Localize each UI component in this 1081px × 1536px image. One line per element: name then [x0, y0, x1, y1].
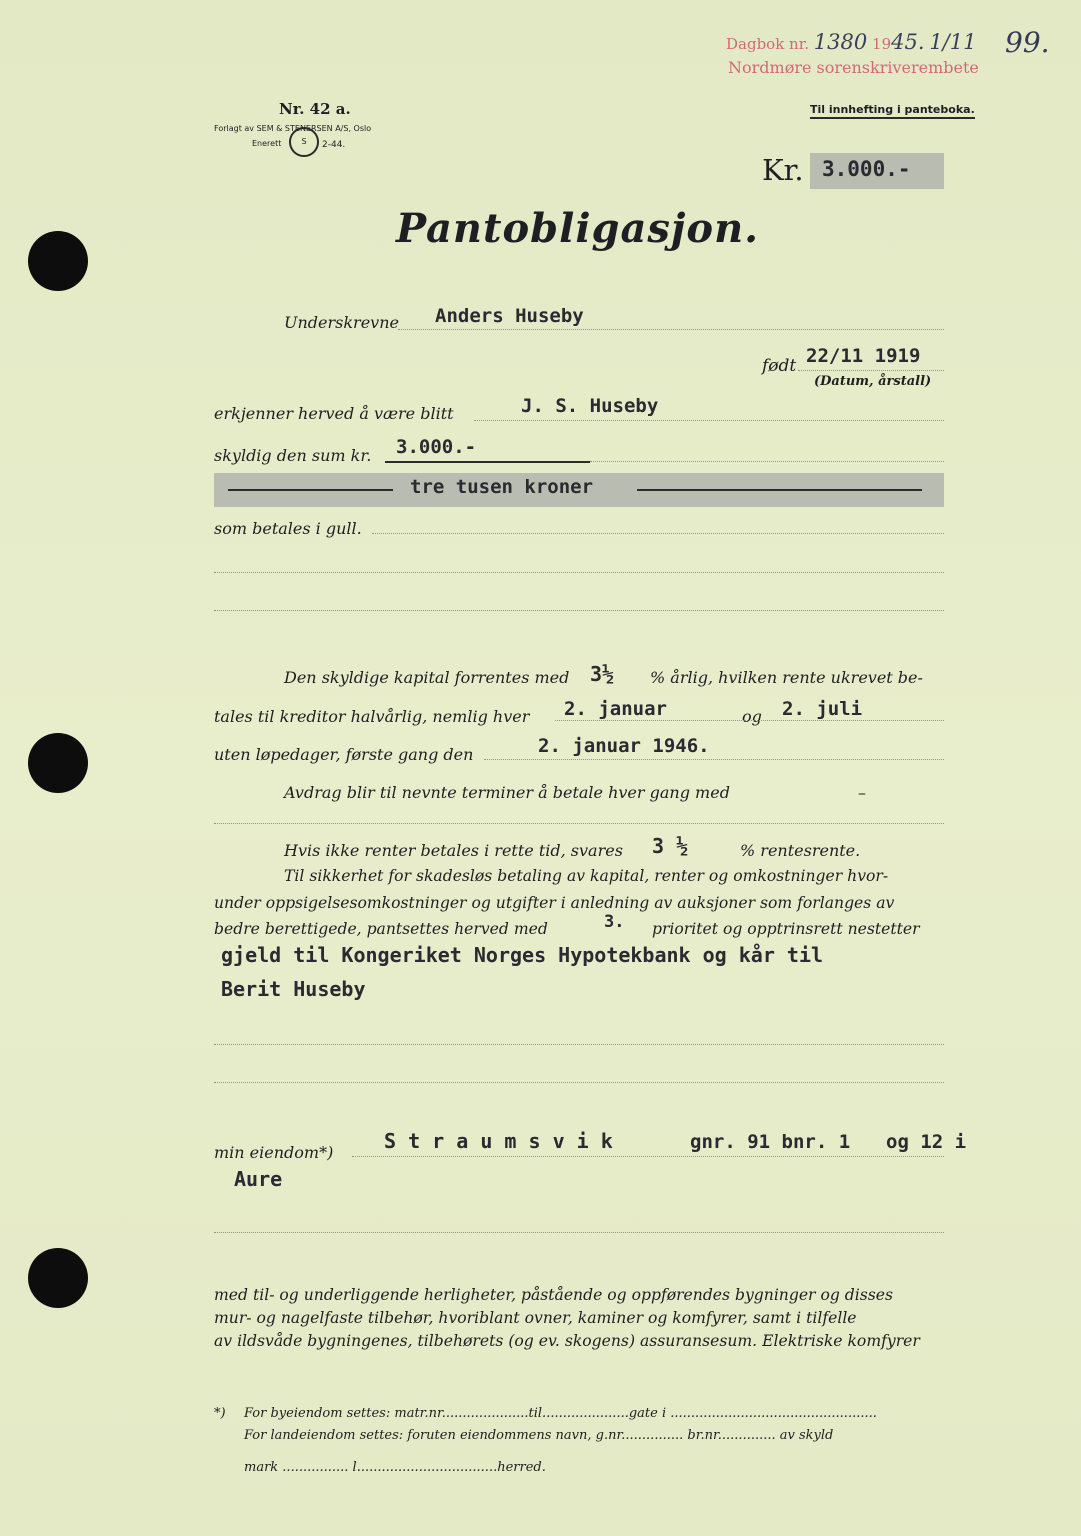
creditor-label: erkjenner herved å være blitt — [214, 404, 454, 423]
security-line1: Til sikkerhet for skadesløs betaling av kapital, renter og omkostninger hvor- — [284, 867, 889, 885]
stamp-date: 1/11 — [929, 30, 977, 54]
closing-line1: med til- og underliggende herligheter, påstående og oppførendes bygninger og disses — [214, 1286, 893, 1304]
blank-rule-3 — [214, 1044, 944, 1045]
debt-underline — [385, 461, 590, 463]
property-extra: og 12 i — [886, 1131, 967, 1153]
punch-hole-middle — [28, 733, 88, 793]
priority-value: 3. — [604, 912, 625, 932]
interest-line1-b: % årlig, hvilken rente ukrevet be- — [650, 668, 923, 687]
closing-line3: av ildsvåde bygningenes, tilbehørets (og ev. skogens) assuransesum. Elektriske komfyrer — [214, 1332, 920, 1350]
creditor-value: J. S. Huseby — [521, 395, 659, 417]
installment-line: Avdrag blir til nevnte terminer å betale hver gang med — [284, 783, 730, 802]
interest-line2-a: tales til kreditor halvårlig, nemlig hver — [214, 707, 530, 726]
footnote-marker: *) — [214, 1406, 226, 1421]
interest-rate: 3½ — [590, 662, 615, 686]
interest-line3-a: uten løpedager, første gang den — [214, 745, 474, 764]
property-label: min eiendom*) — [214, 1143, 334, 1162]
undersigned-value: Anders Huseby — [435, 305, 584, 327]
typed-encumbrance-1: gjeld til Kongeriket Norges Hypotekbank og kår til — [221, 943, 824, 967]
interest-term1: 2. januar — [564, 698, 667, 720]
words-dash-right — [637, 489, 922, 491]
stamp-year-prefix: 19 — [872, 35, 892, 53]
stamp-number: 1380 — [813, 30, 868, 54]
first-date-rule — [484, 759, 944, 760]
installment-rule — [214, 823, 944, 824]
born-rule — [798, 370, 944, 371]
stamp-year: 45. — [891, 30, 925, 54]
debt-rule — [590, 461, 944, 462]
publisher-logo: S — [289, 127, 319, 157]
property-municipality: Aure — [234, 1167, 283, 1191]
stamp-prefix: Dagbok nr. — [726, 35, 810, 53]
debt-value: 3.000.- — [396, 436, 477, 458]
interest-line1-a: Den skyldige kapital forrentes med — [284, 668, 570, 687]
term-rule — [555, 720, 944, 721]
blank-rule-4 — [214, 1082, 944, 1083]
creditor-rule — [474, 420, 944, 421]
born-label: født — [762, 356, 797, 376]
security-line3-b: prioritet og opptrinsrett nestetter — [652, 920, 920, 938]
words-dash-left — [228, 489, 393, 491]
amount-value: 3.000.- — [822, 157, 911, 181]
footnote-line1: For byeiendom settes: matr.nr.....................til.....................gate i .................................................. — [244, 1406, 877, 1421]
property-gnr: gnr. 91 bnr. 1 — [690, 1131, 851, 1153]
amount-label: Kr. — [762, 153, 804, 187]
blank-rule-2 — [214, 610, 944, 611]
penalty-line-b: % rentesrente. — [740, 841, 861, 860]
footnote-line2: For landeiendom settes: foruten eiendommens navn, g.nr............... br.nr.............. av skyld — [244, 1428, 834, 1443]
form-edition: 2-44. — [322, 140, 346, 150]
punch-hole-bottom — [28, 1248, 88, 1308]
page-number: 99. — [1005, 26, 1050, 59]
gold-rule — [372, 533, 944, 534]
closing-line2: mur- og nagelfaste tilbehør, hvoriblant ovner, kaminer og komfyrer, samt i tilfelle — [214, 1309, 857, 1327]
form-number: Nr. 42 a. — [279, 100, 351, 118]
punch-hole-top — [28, 231, 88, 291]
registry-stamp-line1 — [726, 30, 976, 54]
blank-rule-5 — [214, 1232, 944, 1233]
penalty-line-a: Hvis ikke renter betales i rette tid, svares — [284, 841, 623, 860]
security-line3-a: bedre berettigede, pantsettes herved med — [214, 920, 548, 938]
typed-encumbrance-2: Berit Huseby — [221, 977, 366, 1001]
interest-first-date: 2. januar 1946. — [538, 735, 710, 757]
form-note: Til innhefting i panteboka. — [810, 103, 975, 119]
debt-label: skyldig den sum kr. — [214, 446, 372, 465]
installment-value: – — [858, 783, 866, 802]
undersigned-rule — [398, 329, 944, 330]
undersigned-label: Underskrevne — [284, 313, 399, 332]
form-publisher: Forlagt av SEM & STENERSEN A/S, Oslo — [214, 124, 372, 133]
property-rule — [352, 1156, 944, 1157]
blank-rule-1 — [214, 572, 944, 573]
interest-term2: 2. juli — [782, 698, 863, 720]
penalty-rate: 3 ½ — [652, 834, 689, 858]
security-line2: under oppsigelsesomkostninger og utgifter i anledning av auksjoner som forlanges av — [214, 894, 895, 912]
born-hint: (Datum, årstall) — [814, 374, 932, 389]
interest-og: og — [742, 707, 762, 726]
gold-label: som betales i gull. — [214, 519, 362, 538]
form-rights: Enerett — [252, 139, 282, 148]
page-title: Pantobligasjon. — [396, 205, 760, 252]
property-name: S t r a u m s v i k — [384, 1129, 613, 1153]
office-stamp: Nordmøre sorenskriverembete — [728, 58, 979, 77]
amount-words: tre tusen kroner — [410, 476, 594, 498]
footnote-line3: mark ................ l..................................herred. — [244, 1460, 546, 1475]
born-value: 22/11 1919 — [806, 345, 921, 367]
